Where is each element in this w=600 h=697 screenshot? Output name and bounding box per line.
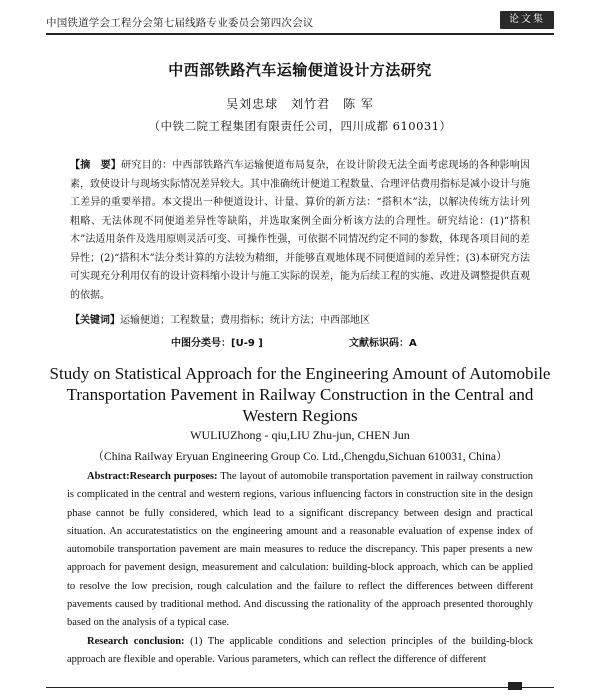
conference-name: 中国铁道学会工程分会第七届线路专业委员会第四次会议 xyxy=(46,17,314,29)
chinese-title: 中西部铁路汽车运输便道设计方法研究 xyxy=(168,61,432,79)
abstract-purposes-label: Abstract:Research purposes: xyxy=(87,471,218,482)
document-code: 文献标识码：A xyxy=(349,338,417,349)
abstract-conclusion-body: (1) The applicable conditions and selection principles of the building-block approach are flexible and operable. Various parameters, which can reflect the difference of different xyxy=(67,635,533,665)
abstract-paragraph xyxy=(67,468,533,633)
footer-rule xyxy=(46,687,554,688)
abstract-purposes-body: The layout of automobile transportation pavement in railway construction is complicated in the central and western regions, various influencing factors in construction site in the design phase cannot be fully considered, which lead to a significant discrepancy between design and practical situation. An accuratestatistics on the engineering amount and a reasonable evaluation of expense index of automobile transportation pavement are main measures to reduce the discrepancy. This paper presents a new approach for pavement design, measurement and calculation: building-block approach, which can be applied to resolve the low precision, rough calculation and the failure to reflect the differences between different pavements caused by traditional method. And discussing the rationality of the approach presented thoroughly based on the analysis of a typical case. xyxy=(67,471,533,629)
clc-number: 中图分类号：[U-9 ] xyxy=(171,338,263,349)
abstract-label: 【摘 要】 xyxy=(70,160,122,171)
page-number-mark xyxy=(508,682,522,690)
page-header xyxy=(0,10,600,32)
chinese-keywords xyxy=(70,311,530,326)
english-title: Study on Statistical Approach for the Engineering Amount of Automobile Transportation Pavement in Railway Construction in the Central and Western Regions xyxy=(49,364,551,425)
abstract-conclusion-label: Research conclusion: xyxy=(87,635,185,647)
chinese-authors: 吴刘忠球 刘竹君 陈 军 xyxy=(226,97,374,111)
keywords-body: 运输便道；工程数量；费用指标；统计方法；中西部地区 xyxy=(120,315,370,326)
proceedings-badge: 论文集 xyxy=(500,11,554,29)
english-affiliation: （China Railway Eryuan Engineering Group Co. Ltd.,Chengdu,Sichuan 610031, China） xyxy=(92,451,508,463)
keywords-label: 【关键词】 xyxy=(70,315,120,326)
english-abstract xyxy=(67,468,533,669)
abstract-paragraph xyxy=(67,633,533,670)
abstract-body: 研究目的：中西部铁路汽车运输便道布局复杂，在设计阶段无法全面考虑现场的各种影响因素，致使设计与现场实际情况差异较大。其中准确统计便道工程数量、合理评估费用指标是减小设计与施工差异的重要举措。本文提出一种便道设计、计量、算价的新方法：“搭积木”法，以解决传统方法计列粗略、无法体现不同便道差异性等缺陷，并选取案例全面分析该方法的合理性。研究结论：(1)“搭积木”法适用条件及选用原则灵活可变、可操作性强，可依据不同情况约定不同的参数，体现各项目间的差异性；(2)“搭积木”法分类计算的方法较为精细，并能够直观地体现不同便道间的差异性；(3)本研究方法可实现充分利用仅有的设计资料缩小设计与施工实际的误差，能为后续工程的实施、改进及调整提供直观的依据。 xyxy=(70,160,531,301)
english-authors: WULIUZhong - qiu,LIU Zhu-jun, CHEN Jun xyxy=(190,428,410,442)
header-rule xyxy=(46,33,554,35)
chinese-affiliation: （中铁二院工程集团有限责任公司，四川成都 610031） xyxy=(148,119,452,133)
chinese-abstract xyxy=(70,157,530,305)
